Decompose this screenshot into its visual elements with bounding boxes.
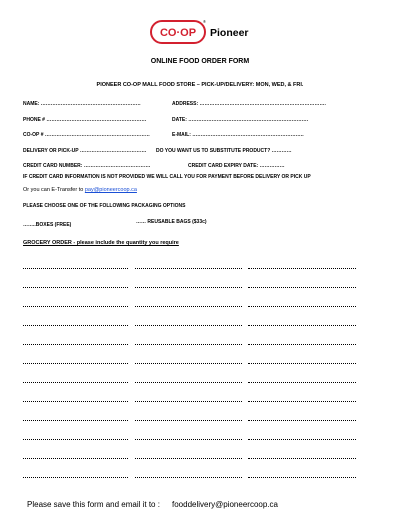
grocery-entry-line[interactable] xyxy=(248,266,356,269)
grocery-entry-line[interactable] xyxy=(135,323,242,326)
registered-mark: ® xyxy=(203,19,206,24)
cc-number-field[interactable]: CREDIT CARD NUMBER: …………………………………. xyxy=(23,163,151,169)
grocery-entry-line[interactable] xyxy=(135,437,242,440)
address-field[interactable]: ADDRESS: …………………………………………………………………. xyxy=(172,101,326,107)
grocery-entry-line[interactable] xyxy=(135,418,242,421)
grocery-entry-line[interactable] xyxy=(23,380,128,383)
grocery-entry-line[interactable] xyxy=(135,285,242,288)
grocery-entry-line[interactable] xyxy=(248,380,356,383)
grocery-entry-line[interactable] xyxy=(23,456,128,459)
grocery-entry-line[interactable] xyxy=(135,475,242,478)
grocery-entry-line[interactable] xyxy=(135,304,242,307)
grocery-entry-line[interactable] xyxy=(23,437,128,440)
grocery-entry-line[interactable] xyxy=(135,361,242,364)
grocery-entry-line[interactable] xyxy=(248,399,356,402)
grocery-entry-line[interactable] xyxy=(23,475,128,478)
grocery-entry-line[interactable] xyxy=(135,342,242,345)
grocery-entry-line[interactable] xyxy=(248,456,356,459)
grocery-entry-line[interactable] xyxy=(23,266,128,269)
grocery-entry-line[interactable] xyxy=(248,418,356,421)
logo-text: CO·OP xyxy=(159,27,197,39)
option-boxes[interactable]: ……..BOXES (FREE) xyxy=(23,222,72,228)
grocery-entry-line[interactable] xyxy=(135,266,242,269)
grocery-entry-line[interactable] xyxy=(135,399,242,402)
grocery-entry-line[interactable] xyxy=(248,361,356,364)
coop-logo xyxy=(150,20,206,44)
grocery-entry-line[interactable] xyxy=(135,456,242,459)
etransfer-email-link[interactable]: pay@pioneercoop.ca xyxy=(84,187,137,193)
footer-email[interactable]: fooddelivery@pioneercoop.ca xyxy=(172,500,278,509)
coop-number-field[interactable]: CO-OP # ……………………………………………………… xyxy=(23,132,150,138)
grocery-entry-line[interactable] xyxy=(23,285,128,288)
grocery-entry-line[interactable] xyxy=(248,323,356,326)
delivery-pickup-field[interactable]: DELIVERY OR PICK-UP …………………………………. xyxy=(23,148,147,154)
grocery-entry-line[interactable] xyxy=(248,437,356,440)
grocery-entry-line[interactable] xyxy=(23,418,128,421)
grocery-entry-line[interactable] xyxy=(23,304,128,307)
grocery-entry-line[interactable] xyxy=(248,304,356,307)
grocery-heading: GROCERY ORDER - please include the quantity you require xyxy=(23,240,179,246)
etransfer-prefix: Or you can E-Transfer to xyxy=(23,187,85,193)
cc-notice: IF CREDIT CARD INFORMATION IS NOT PROVIDED WE WILL CALL YOU FOR PAYMENT BEFORE DELIVERY OR PICK UP xyxy=(23,174,311,180)
grocery-entry-line[interactable] xyxy=(135,380,242,383)
grocery-entry-line[interactable] xyxy=(23,361,128,364)
footer-instruction: Please save this form and email it to : xyxy=(27,500,160,509)
etransfer-line xyxy=(23,187,137,193)
cc-expiry-field[interactable]: CREDIT CARD EXPIRY DATE: …………… xyxy=(188,163,285,169)
form-subtitle: PIONEER CO-OP MALL FOOD STORE – PICK-UP/DELIVERY: MON, WED, & FRI. xyxy=(96,82,304,88)
email-field[interactable]: E-MAIL: …………………………………………………………. xyxy=(172,132,304,138)
date-field[interactable]: DATE: ……………………………………………………………… xyxy=(172,117,309,123)
grocery-entry-line[interactable] xyxy=(248,285,356,288)
form-title: ONLINE FOOD ORDER FORM xyxy=(150,58,250,65)
phone-field[interactable]: PHONE # …………………………………………………… xyxy=(23,117,147,123)
substitute-field[interactable]: DO YOU WANT US TO SUBSTITUTE PRODUCT? ………… xyxy=(156,148,292,154)
grocery-entry-line[interactable] xyxy=(23,399,128,402)
grocery-entry-line[interactable] xyxy=(248,475,356,478)
packaging-heading: PLEASE CHOOSE ONE OF THE FOLLOWING PACKAGING OPTIONS xyxy=(23,203,186,209)
grocery-entry-line[interactable] xyxy=(23,342,128,345)
option-bags[interactable]: …… REUSABLE BAGS ($33c) xyxy=(136,219,207,225)
brand-name: Pioneer xyxy=(210,27,249,39)
grocery-entry-line[interactable] xyxy=(23,323,128,326)
name-field[interactable]: NAME: …………………………………………………… xyxy=(23,101,141,107)
grocery-entry-line[interactable] xyxy=(248,342,356,345)
